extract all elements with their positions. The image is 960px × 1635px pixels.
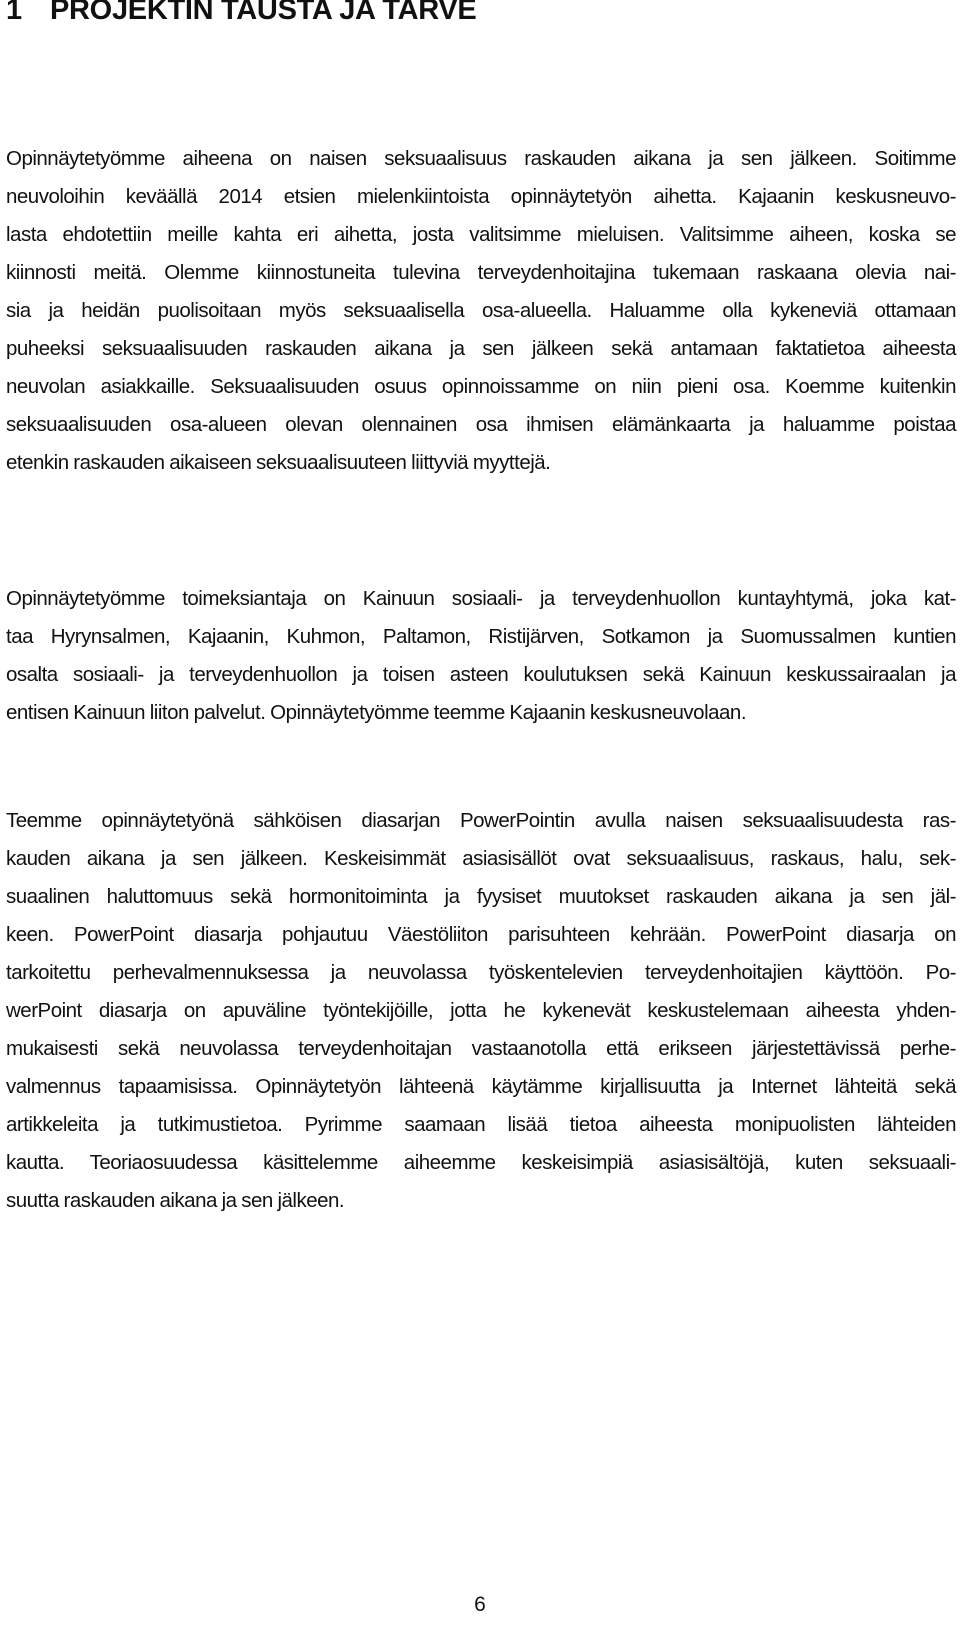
paragraph-line: Opinnäytetyömme aiheena on naisen seksuaalisuus raskauden aikana ja sen jälkeen. Soitimme	[6, 147, 956, 170]
paragraph-line: sia ja heidän puolisoitaan myös seksuaalisella osa-alueella. Haluamme olla kykeneviä ottamaan	[6, 299, 956, 322]
paragraph-background	[6, 140, 956, 482]
paragraph-commissioner	[6, 580, 956, 732]
paragraph-product	[6, 802, 956, 1220]
paragraph-line: werPoint diasarja on apuväline työntekijöille, jotta he kykenevät keskustelemaan aiheesta yhden-	[6, 999, 956, 1022]
paragraph-line: neuvoloihin keväällä 2014 etsien mielenkiintoista opinnäytetyön aihetta. Kajaanin keskusneuvo-	[6, 185, 956, 208]
paragraph-line: suutta raskauden aikana ja sen jälkeen.	[6, 1189, 345, 1212]
section-title: PROJEKTIN TAUSTA JA TARVE	[50, 0, 477, 26]
paragraph-line: kautta. Teoriaosuudessa käsittelemme aiheemme keskeisimpiä asiasisältöjä, kuten seksuaali-	[6, 1151, 956, 1174]
paragraph-line: tarkoitettu perhevalmennuksessa ja neuvolassa työskentelevien terveydenhoitajien käyttöön. Po-	[6, 961, 956, 984]
paragraph-line: mukaisesti sekä neuvolassa terveydenhoitajan vastaanotolla että erikseen järjestettävissä perhe-	[6, 1037, 956, 1060]
paragraph-line: osalta sosiaali- ja terveydenhuollon ja toisen asteen koulutuksen sekä Kainuun keskussairaalan ja	[6, 663, 956, 686]
paragraph-line: Teemme opinnäytetyönä sähköisen diasarjan PowerPointin avulla naisen seksuaalisuudesta ras-	[6, 809, 956, 832]
paragraph-line: taa Hyrynsalmen, Kajaanin, Kuhmon, Paltamon, Ristijärven, Sotkamon ja Suomussalmen kuntien	[6, 625, 956, 648]
section-heading	[6, 0, 476, 27]
paragraph-line: Opinnäytetyömme toimeksiantaja on Kainuun sosiaali- ja terveydenhuollon kuntayhtymä, joka kat-	[6, 587, 956, 610]
paragraph-line: kiinnosti meitä. Olemme kiinnostuneita tulevina terveydenhoitajina tukemaan raskaana olevia nai-	[6, 261, 956, 284]
section-number: 1	[6, 0, 22, 26]
page-number: 6	[474, 1593, 486, 1616]
paragraph-line: keen. PowerPoint diasarja pohjautuu Väestöliiton parisuhteen kehrään. PowerPoint diasarja on	[6, 923, 956, 946]
paragraph-line: suaalinen haluttomuus sekä hormonitoiminta ja fyysiset muutokset raskauden aikana ja sen jäl-	[6, 885, 956, 908]
paragraph-line: valmennus tapaamisissa. Opinnäytetyön lähteenä käytämme kirjallisuutta ja Internet lähteitä sekä	[6, 1075, 956, 1098]
paragraph-line: lasta ehdotettiin meille kahta eri aihetta, josta valitsimme mieluisen. Valitsimme aiheen, koska se	[6, 223, 956, 246]
paragraph-line: entisen Kainuun liiton palvelut. Opinnäytetyömme teemme Kajaanin keskusneuvolaan.	[6, 701, 747, 724]
paragraph-line: kauden aikana ja sen jälkeen. Keskeisimmät asiasisällöt ovat seksuaalisuus, raskaus, halu, sek-	[6, 847, 956, 870]
paragraph-line: artikkeleita ja tutkimustietoa. Pyrimme saamaan lisää tietoa aiheesta monipuolisten lähteiden	[6, 1113, 956, 1136]
paragraph-line: etenkin raskauden aikaiseen seksuaalisuuteen liittyviä myyttejä.	[6, 451, 551, 474]
paragraph-line: seksuaalisuuden osa-alueen olevan olennainen osa ihmisen elämänkaarta ja haluamme poistaa	[6, 413, 956, 436]
paragraph-line: neuvolan asiakkaille. Seksuaalisuuden osuus opinnoissamme on niin pieni osa. Koemme kuitenkin	[6, 375, 956, 398]
paragraph-line: puheeksi seksuaalisuuden raskauden aikana ja sen jälkeen sekä antamaan faktatietoa aiheesta	[6, 337, 956, 360]
